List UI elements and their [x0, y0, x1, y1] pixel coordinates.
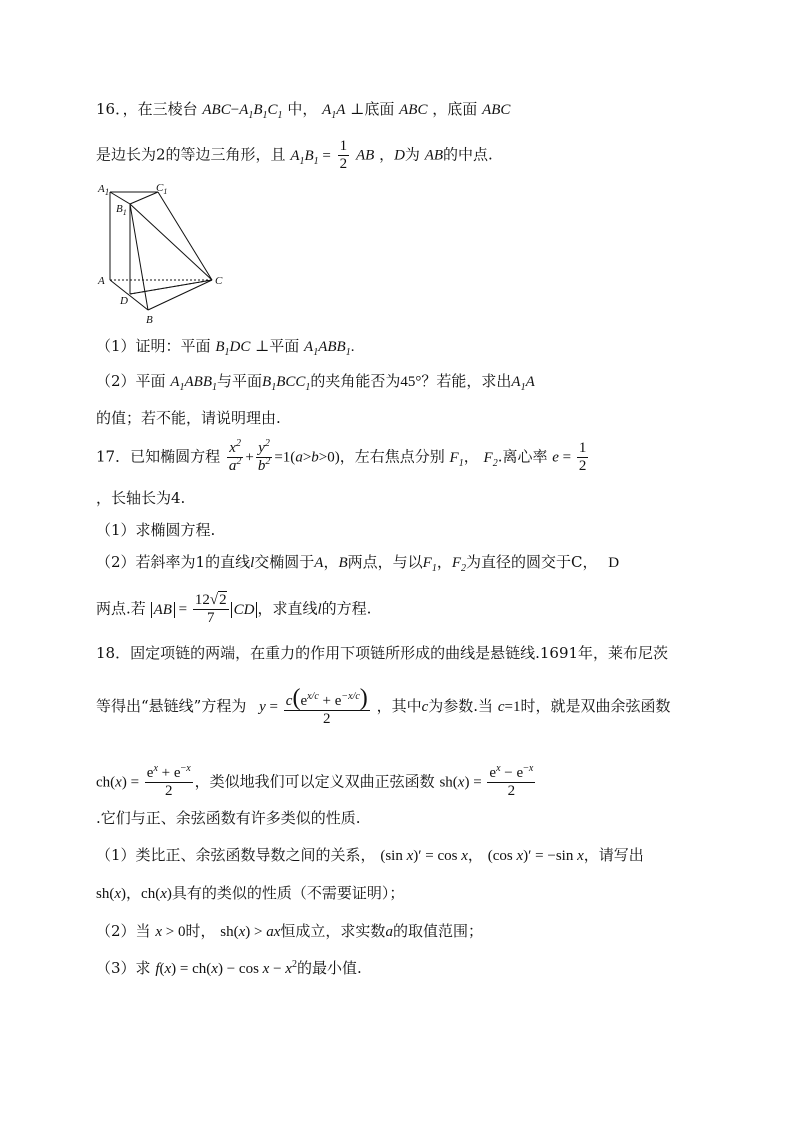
label-c1: $C_1$ [156, 182, 168, 196]
frustum-figure [96, 180, 236, 325]
fraction-y2-b2: $\frac{y^2}{b^2}$ [257, 438, 271, 474]
q17-part-2-cont: 两点.若 AB = $\frac{12√2}{7}$ CD ，求直线l的方程. [96, 592, 372, 626]
abs-ab: AB [151, 602, 175, 618]
q18-part-1: （1）类比正、余弦函数导数之间的关系， (sin x)′ = cos x， (cos x)′ = −sin x，请写出 [96, 846, 644, 864]
math-a1a: $A_1A$ [322, 102, 346, 121]
fraction-one-half: $\frac{1}{2}$ [339, 138, 348, 172]
q17-part-1: （1）求椭圆方程. [96, 521, 216, 539]
q18-line-1: 18．固定项链的两端，在重力的作用下项链所形成的曲线是悬链线.1691年，莱布尼茨 [96, 644, 669, 662]
math-sh-def: sh(x) = [439, 774, 486, 791]
q17-line-2: ，长轴长为4. [96, 489, 186, 507]
q18-part-1-cont: sh(x)，ch(x)具有的类似的性质（不需要证明）； [96, 884, 405, 902]
q18-part-2: （2）当 x > 0时， sh(x) > ax恒成立，求实数a的取值范围； [96, 922, 483, 940]
label-d: D [120, 295, 128, 307]
label-b1: $B_1$ [116, 203, 127, 217]
q18-line-3: ch(x) = $\frac{e^x + e^{-x}}{2}$ ，类似地我们可以定义双曲正弦函数 sh(x) = $\frac{e^x - e^{-x}}{2}$ [96, 763, 534, 799]
q17-part-2: （2）若斜率为1的直线l交椭圆于A，B两点，与以$F_1$，$F_2$为直径的圆交于C， D [96, 553, 620, 574]
label-b: B [146, 314, 153, 325]
q17-line-1: 17．已知椭圆方程 $\frac{x^2}{a^2}$ + $\frac{y^2}{b^2}$ =1(a>b>0)，左右焦点分别 $F_1$， $F_2$.离心率 e = $\frac{1}{2}$ [96, 438, 587, 474]
math-a1b1-eq: $A_1B_1$ = [290, 147, 331, 167]
q16-part-2: （2）平面 $A_1ABB_1$与平面$B_1BCC_1$的夹角能否为45°？若能，求出$A_1A$ [96, 372, 535, 393]
math-frustum: ABC [202, 102, 231, 118]
q16-line-2: 是边长为2的等边三角形，且 $A_1B_1$ = $\frac{1}{2}$ AB ，D为 AB的中点. [96, 138, 493, 172]
label-a: A [98, 275, 105, 287]
q16-part-2-cont: 的值；若不能，请说明理由. [96, 409, 281, 427]
label-a1: $A_1$ [98, 183, 110, 197]
fraction-x2-a2: $\frac{x^2}{a^2}$ [228, 438, 242, 474]
fraction-catenary: $\frac{c(e^{x/c} + e^{-x/c})}{2}$ [285, 685, 368, 727]
label-c: C [215, 275, 223, 287]
fraction-12root2-7: $\frac{12√2}{7}$ [194, 592, 227, 626]
math-ch-def: ch(x) = [96, 774, 143, 791]
q16-part-1: （1）证明：平面 $B_1DC$ ⊥平面 $A_1ABB_1$. [96, 337, 355, 358]
q18-line-2: 等得出“悬链线”方程为 y = $\frac{c(e^{x/c} + e^{-x/c})}{2}$ ，其中c为参数.当 c=1时，就是双曲余弦函数 [96, 685, 671, 727]
fraction-one-half-e: $\frac{1}{2}$ [578, 440, 587, 474]
abs-cd: CD [231, 602, 258, 618]
q18-line-4: .它们与正、余弦函数有许多类似的性质. [96, 809, 361, 827]
q18-part-3: （3）求 $f(x) = ch(x) - \cos x - x^2$的最小值. [96, 959, 362, 977]
q16-line-1: 16．，在三棱台 $ABC-A_1B_1C_1$ 中， $A_1A$ ⊥底面 ABC ，底面 ABC [96, 100, 511, 121]
q16-number: 16．，在三棱台 [96, 100, 198, 118]
